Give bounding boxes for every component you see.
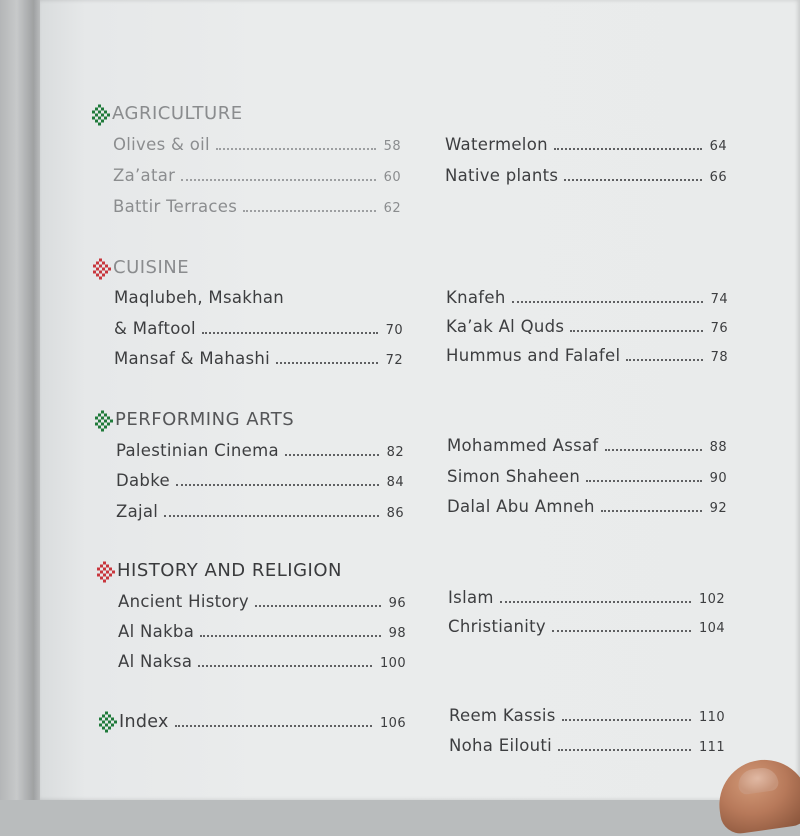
toc-entry[interactable]: Simon Shaheen 90 xyxy=(447,467,727,486)
leader-dots xyxy=(570,329,702,332)
leader-dots xyxy=(243,209,376,212)
motif-stitch xyxy=(93,265,96,268)
motif-stitch xyxy=(98,111,101,114)
motif-stitch xyxy=(98,123,101,126)
leader-dots xyxy=(176,483,379,486)
motif-stitch xyxy=(109,568,112,571)
toc-entry[interactable]: Dabke 84 xyxy=(116,471,404,490)
motif-stitch xyxy=(101,411,104,414)
motif-stitch xyxy=(106,577,109,580)
motif-stitch xyxy=(106,571,109,574)
motif-stitch xyxy=(106,565,109,568)
motif-stitch xyxy=(92,111,95,114)
tatreez-motif-icon xyxy=(93,258,111,280)
book-page xyxy=(40,0,800,800)
toc-entry-index[interactable]: Index 106 xyxy=(119,712,406,732)
motif-stitch xyxy=(99,718,102,721)
motif-stitch xyxy=(110,420,113,423)
motif-stitch xyxy=(105,718,108,721)
motif-stitch xyxy=(102,262,105,265)
toc-entry[interactable]: Battir Terraces 62 xyxy=(113,197,401,216)
motif-stitch xyxy=(108,715,111,718)
motif-stitch xyxy=(102,268,105,271)
motif-stitch xyxy=(96,262,99,265)
section-title-agriculture: AGRICULTURE xyxy=(112,103,243,124)
toc-entry[interactable]: Ancient History 96 xyxy=(118,592,406,611)
motif-stitch xyxy=(92,117,95,120)
leader-dots xyxy=(164,514,378,517)
motif-stitch xyxy=(105,730,108,733)
tatreez-motif-icon xyxy=(92,104,110,126)
motif-stitch xyxy=(112,571,115,574)
motif-stitch xyxy=(107,417,110,420)
motif-stitch xyxy=(98,117,101,120)
motif-stitch xyxy=(95,417,98,420)
motif-stitch xyxy=(103,574,106,577)
leader-dots xyxy=(202,331,378,334)
toc-entry[interactable]: Islam 102 xyxy=(448,588,725,607)
leader-dots xyxy=(562,718,691,721)
motif-stitch xyxy=(95,114,98,117)
motif-stitch xyxy=(105,271,108,274)
leader-dots xyxy=(181,178,375,181)
motif-stitch xyxy=(103,580,106,583)
leader-dots xyxy=(200,634,381,637)
motif-stitch xyxy=(101,108,104,111)
toc-entry[interactable]: Mansaf & Mahashi 72 xyxy=(114,349,403,368)
motif-stitch xyxy=(97,574,100,577)
leader-dots xyxy=(276,361,378,364)
motif-stitch xyxy=(101,417,104,420)
section-title-performing-arts: PERFORMING ARTS xyxy=(115,409,295,430)
toc-entry[interactable]: Ka’ak Al Quds 76 xyxy=(446,317,728,336)
motif-stitch xyxy=(96,274,99,277)
motif-stitch xyxy=(104,111,107,114)
leader-dots xyxy=(552,629,691,632)
leader-dots xyxy=(175,724,372,727)
motif-stitch xyxy=(114,721,117,724)
fingernail xyxy=(736,766,779,795)
leader-dots xyxy=(564,178,701,181)
motif-stitch xyxy=(97,568,100,571)
leader-dots xyxy=(601,509,702,512)
leader-dots xyxy=(554,147,702,150)
leader-dots xyxy=(285,453,379,456)
toc-entry[interactable]: Zajal 86 xyxy=(116,502,404,521)
leader-dots xyxy=(198,664,372,667)
motif-stitch xyxy=(103,562,106,565)
motif-stitch xyxy=(102,715,105,718)
toc-entry[interactable]: Christianity 104 xyxy=(448,617,725,636)
motif-stitch xyxy=(98,414,101,417)
motif-stitch xyxy=(98,426,101,429)
toc-entry[interactable]: Za’atar 60 xyxy=(113,166,401,185)
toc-entry[interactable]: Native plants 66 xyxy=(445,166,727,185)
motif-stitch xyxy=(101,429,104,432)
motif-stitch xyxy=(104,420,107,423)
motif-stitch xyxy=(104,426,107,429)
leader-dots xyxy=(605,448,702,451)
leader-dots xyxy=(558,748,691,751)
leader-dots xyxy=(216,147,376,150)
motif-stitch xyxy=(99,265,102,268)
motif-stitch xyxy=(102,727,105,730)
motif-stitch xyxy=(100,577,103,580)
tatreez-motif-icon xyxy=(95,410,113,432)
toc-entry[interactable]: Watermelon 64 xyxy=(445,135,727,154)
tatreez-motif-icon xyxy=(99,711,117,733)
motif-stitch xyxy=(107,423,110,426)
tatreez-motif-icon xyxy=(97,561,115,583)
leader-dots xyxy=(626,358,702,361)
motif-stitch xyxy=(99,277,102,280)
motif-stitch xyxy=(103,568,106,571)
section-title-cuisine: CUISINE xyxy=(113,257,190,278)
motif-stitch xyxy=(101,423,104,426)
leader-dots xyxy=(500,600,691,603)
toc-entry[interactable]: Hummus and Falafel 78 xyxy=(446,346,728,365)
motif-stitch xyxy=(109,574,112,577)
motif-stitch xyxy=(102,721,105,724)
toc-entry[interactable]: Reem Kassis 110 xyxy=(449,706,725,725)
toc-entry[interactable]: Dalal Abu Amneh 92 xyxy=(447,497,727,516)
motif-stitch xyxy=(100,571,103,574)
motif-stitch xyxy=(111,718,114,721)
toc-entry[interactable]: Al Nakba 98 xyxy=(118,622,406,641)
toc-entry[interactable]: Maqlubeh, Msakhan xyxy=(114,288,285,307)
motif-stitch xyxy=(108,727,111,730)
motif-stitch xyxy=(105,724,108,727)
motif-stitch xyxy=(104,414,107,417)
motif-stitch xyxy=(100,565,103,568)
motif-stitch xyxy=(96,268,99,271)
motif-stitch xyxy=(95,108,98,111)
motif-stitch xyxy=(104,117,107,120)
toc-entry[interactable]: Noha Eilouti 111 xyxy=(449,736,725,755)
motif-stitch xyxy=(102,274,105,277)
toc-entry[interactable]: Olives & oil 58 xyxy=(113,135,401,154)
leader-dots xyxy=(512,300,703,303)
motif-stitch xyxy=(108,721,111,724)
motif-stitch xyxy=(108,268,111,271)
motif-stitch xyxy=(99,271,102,274)
motif-stitch xyxy=(111,724,114,727)
leader-dots xyxy=(586,479,702,482)
motif-stitch xyxy=(107,114,110,117)
leader-dots xyxy=(255,604,381,607)
toc-entry[interactable]: Al Naksa 100 xyxy=(118,652,406,671)
motif-stitch xyxy=(95,423,98,426)
motif-stitch xyxy=(98,420,101,423)
motif-stitch xyxy=(105,712,108,715)
motif-stitch xyxy=(98,105,101,108)
fingertip xyxy=(714,754,800,836)
motif-stitch xyxy=(99,724,102,727)
toc-entry[interactable]: Mohammed Assaf 88 xyxy=(447,436,727,455)
motif-stitch xyxy=(101,114,104,117)
toc-entry[interactable]: & Maftool 70 xyxy=(114,319,403,338)
toc-entry[interactable]: Knafeh 74 xyxy=(446,288,728,307)
motif-stitch xyxy=(101,120,104,123)
motif-stitch xyxy=(99,259,102,262)
motif-stitch xyxy=(95,120,98,123)
section-title-history-religion: HISTORY AND RELIGION xyxy=(117,560,342,581)
motif-stitch xyxy=(105,265,108,268)
motif-stitch xyxy=(93,271,96,274)
toc-entry[interactable]: Palestinian Cinema 82 xyxy=(116,441,404,460)
